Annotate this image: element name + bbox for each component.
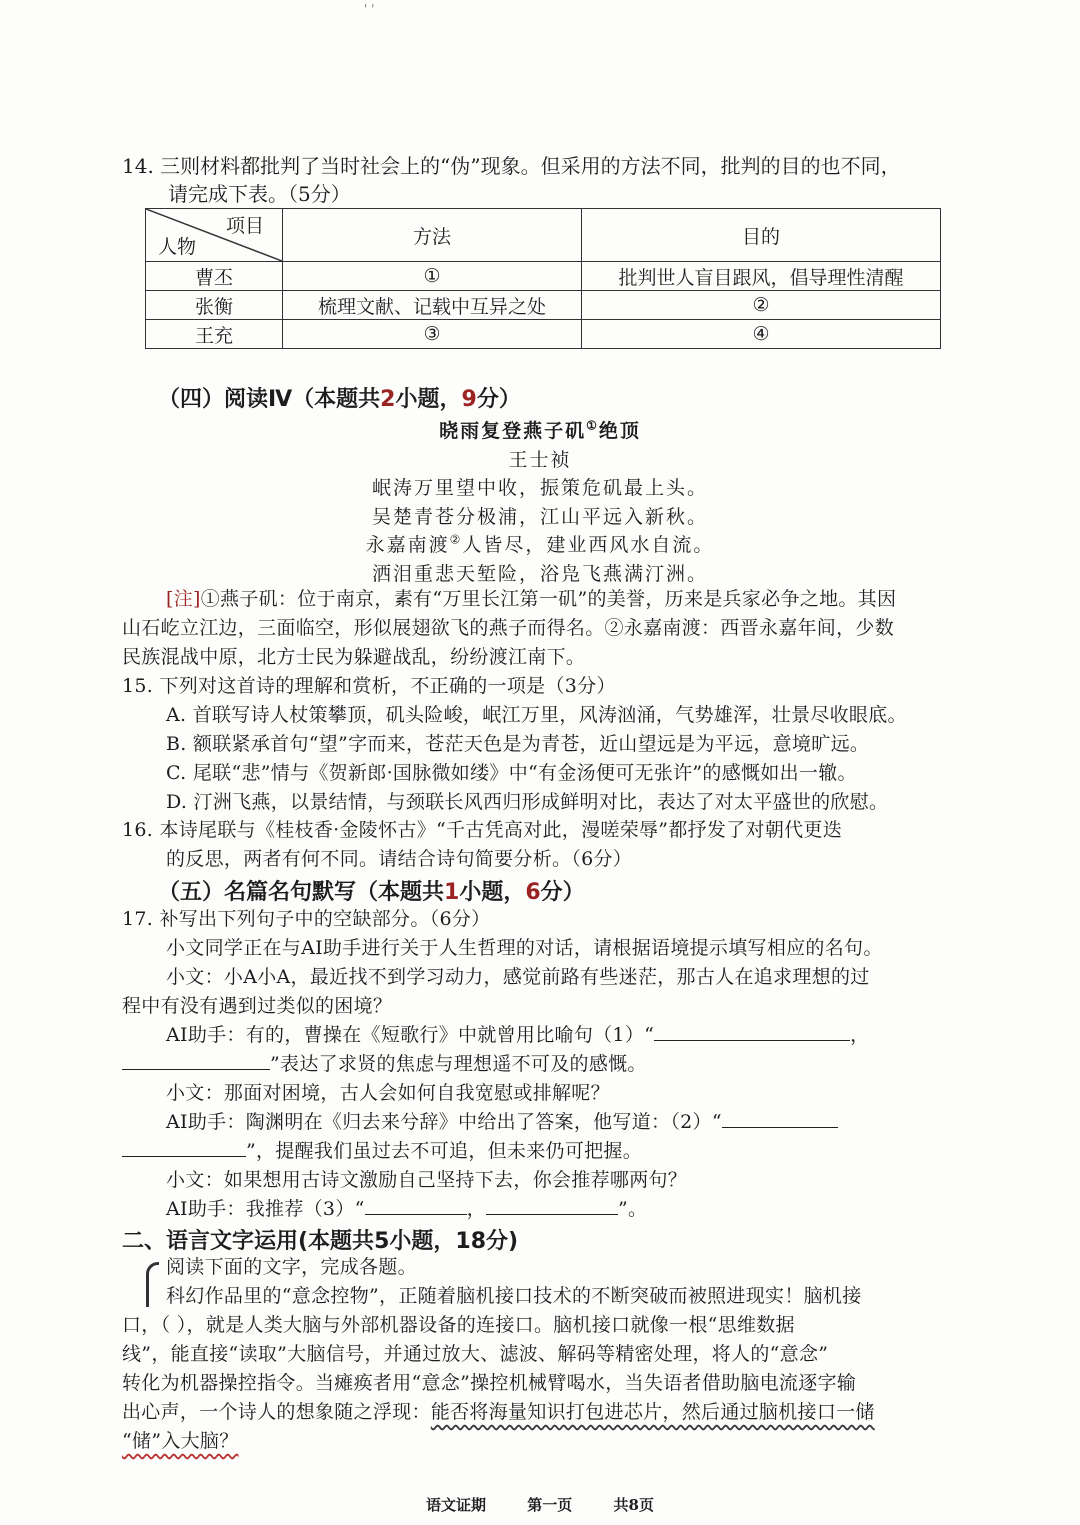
heading-text: 分） <box>476 387 521 412</box>
question-15 <box>122 672 958 817</box>
heading-text: 分） <box>540 880 585 905</box>
table-row <box>146 262 941 291</box>
section-4-heading <box>158 382 521 413</box>
heading-number: 1 <box>444 880 460 905</box>
q14-line2: 请完成下表。（5分） <box>168 182 351 206</box>
question-17 <box>122 905 958 1224</box>
purpose-cell: 批判世人盲目跟风，倡导理性清醒 <box>582 262 941 291</box>
answer-blank-2a[interactable] <box>722 1111 838 1128</box>
footer-total: 共8页 <box>613 1496 654 1514</box>
heading-text: 分) <box>486 1229 519 1254</box>
table-corner-cell <box>146 209 283 262</box>
q15-option-b: B. 额联紧承首句“望”字而来，苍茫天色是为青苍，近山望远是为平远，意境旷远。 <box>166 733 870 755</box>
person-cell: 曹丕 <box>146 262 283 291</box>
poem-title-text: 晓雨复登燕子矶 <box>439 420 587 442</box>
heading-text: （四）阅读Ⅳ（本题共 <box>158 387 381 412</box>
purpose-cell: ④ <box>582 320 941 349</box>
answer-blank-3b[interactable] <box>486 1198 618 1215</box>
footer-subject: 语文证期 <box>426 1496 487 1514</box>
heading-text: 小题， <box>459 880 526 905</box>
dialog-text: AI助手：陶渊明在《归去来兮辞》中给出了答案，他写道：（2）“ <box>166 1111 722 1133</box>
note-line: 山石屹立江边，三面临空，形似展翅欲飞的燕子而得名。②永嘉南渡：西晋永嘉年间，少数 <box>122 617 895 639</box>
poem-line: 岷涛万里望中收，振策危矶最上头。 <box>371 477 708 499</box>
passage-intro: 阅读下面的文字，完成各题。 <box>166 1256 417 1278</box>
passage-underlined: 能否将海量知识打包进芯片，然后通过脑机接口一储 <box>430 1401 875 1423</box>
poem-notes <box>122 585 958 672</box>
person-cell: 张衡 <box>146 291 283 320</box>
q15-stem: 15. 下列对这首诗的理解和赏析，不正确的一项是（3分） <box>122 675 616 697</box>
heading-number: 9 <box>461 387 477 412</box>
dialog-text: ”表达了求贤的焦虑与理想遥不可及的感慨。 <box>270 1053 647 1075</box>
q17-dialog: 小文：小A小A，最近找不到学习动力，感觉前路有些迷茫，那古人在追求理想的过 <box>166 966 870 988</box>
dialog-text: ， <box>466 1198 486 1220</box>
passage-line <box>122 1427 958 1456</box>
heading-number: 2 <box>380 387 396 412</box>
reading-passage <box>122 1253 958 1456</box>
note-line: 民族混战中原，北方士民为躲避战乱，纷纷渡江南下。 <box>122 646 586 668</box>
q17-dialog <box>122 1108 958 1137</box>
passage-line: 科幻作品里的“意念控物”，正随着脑机接口技术的不断突破而被照进现实！脑机接 <box>166 1285 862 1307</box>
passage-line: 口，（ ），就是人类大脑与外部机器设备的连接口。脑机接口就像一根“思维数据 <box>122 1314 795 1336</box>
footer-page: 第一页 <box>527 1496 573 1514</box>
poem-title-text: 绝顶 <box>598 420 641 442</box>
q14-line1: 14. 三则材料都批判了当时社会上的“伪”现象。但采用的方法不同，批判的目的也不同， <box>122 154 901 178</box>
section-2-heading <box>122 1224 518 1255</box>
answer-blank-1b[interactable] <box>122 1053 270 1070</box>
q17-dialog <box>122 1021 958 1050</box>
q14-table <box>145 208 941 349</box>
q17-dialog: 小文：那面对困境，古人会如何自我宽慰或排解呢？ <box>166 1082 610 1104</box>
method-cell: ③ <box>283 320 582 349</box>
passage-line: 线”，能直接“读取”大脑信号，并通过放大、滤波、解码等精密处理，将人的“意念” <box>122 1343 829 1365</box>
heading-text: 二、语言文字运用(本题共 <box>122 1229 375 1254</box>
heading-number: 6 <box>525 880 541 905</box>
heading-number: 18 <box>455 1229 487 1254</box>
method-cell: 梳理文献、记载中互异之处 <box>283 291 582 320</box>
answer-blank-3a[interactable] <box>365 1198 467 1215</box>
purpose-cell: ② <box>582 291 941 320</box>
passage-underlined: “储”入大脑？ <box>122 1430 239 1452</box>
poem-title-note: ① <box>586 418 599 433</box>
answer-blank-1a[interactable] <box>654 1024 850 1041</box>
page-footer <box>0 1494 1080 1515</box>
q17-stem: 17. 补写出下列句子中的空缺部分。（6分） <box>122 908 491 930</box>
section-5-heading <box>158 875 585 906</box>
poem-line-note: ② <box>449 532 463 547</box>
corner-top-label: 项目 <box>225 215 264 237</box>
q15-option-c: C. 尾联“悲”情与《贺新郎·国脉微如缕》中“有金汤便可无张许”的感慨如出一辙。 <box>166 762 857 784</box>
dialog-text: AI助手：有的，曹操在《短歌行》中就曾用比喻句（1）“ <box>166 1024 655 1046</box>
dialog-text: ”。 <box>617 1198 648 1220</box>
q17-dialog <box>122 1137 958 1166</box>
method-cell: ① <box>283 262 582 291</box>
passage-line <box>122 1398 958 1427</box>
poem-line: 洒泪重悲天堑险，浴凫飞燕满汀洲。 <box>371 563 708 585</box>
q16-line1: 16. 本诗尾联与《桂枝香·金陵怀古》“千古凭高对此，漫嗟荣辱”都抒发了对朝代更迭 <box>122 819 843 841</box>
table-row <box>146 320 941 349</box>
q17-dialog <box>122 1195 958 1224</box>
dialog-text: ”，提醒我们虽过去不可追，但未来仍可把握。 <box>246 1140 643 1162</box>
corner-bottom-label: 人物 <box>158 236 197 258</box>
heading-text: 小题， <box>389 1229 456 1254</box>
q16-line2: 的反思，两者有何不同。请结合诗句简要分析。（6分） <box>166 848 633 870</box>
scan-mark: ' ' <box>364 2 375 16</box>
q17-dialog: 程中有没有遇到过类似的困境？ <box>122 995 393 1017</box>
heading-text: 小题， <box>395 387 462 412</box>
q15-option-d: D. 汀洲飞燕，以景结情，与颈联长风西归形成鲜明对比，表达了对太平盛世的欣慰。 <box>166 791 889 813</box>
poem-author: 王士祯 <box>508 449 572 471</box>
q17-dialog <box>122 1050 958 1079</box>
passage-text: 出心声，一个诗人的想象随之浮现： <box>122 1401 431 1423</box>
poem-line-text: 人皆尽，建业西风水自流。 <box>462 534 715 556</box>
poem-line <box>0 530 1080 557</box>
table-row <box>146 291 941 320</box>
person-cell: 王充 <box>146 320 283 349</box>
poem-line: 吴楚青苍分极浦，江山平远入新秋。 <box>371 506 708 528</box>
heading-number: 5 <box>374 1229 390 1254</box>
poem-title <box>0 416 1080 443</box>
note-tag: [注] <box>166 588 201 610</box>
note-line: ①燕子矶：位于南京，素有“万里长江第一矶”的美誉，历来是兵家必争之地。其因 <box>200 588 897 610</box>
dialog-text: ， <box>850 1024 870 1046</box>
poem-line-text: 永嘉南渡 <box>365 534 450 556</box>
header-purpose: 目的 <box>582 209 941 262</box>
q15-option-a: A. 首联写诗人杖策攀顶，矶头险峻，岷江万里，风涛汹涌，气势雄浑，壮景尽收眼底。 <box>166 704 907 726</box>
q17-context: 小文同学正在与AI助手进行关于人生哲理的对话，请根据语境提示填写相应的名句。 <box>166 937 883 959</box>
dialog-text: AI助手：我推荐（3）“ <box>166 1198 365 1220</box>
passage-line: 转化为机器操控指令。当瘫痪者用“意念”操控机械臂喝水，当失语者借助脑电流逐字输 <box>122 1372 857 1394</box>
header-method: 方法 <box>283 209 582 262</box>
answer-blank-2b[interactable] <box>122 1140 246 1157</box>
q17-dialog: 小文：如果想用古诗文激励自己坚持下去，你会推荐哪两句？ <box>166 1169 688 1191</box>
question-14 <box>122 152 901 208</box>
question-16 <box>122 816 958 874</box>
heading-text: （五）名篇名句默写（本题共 <box>158 880 445 905</box>
